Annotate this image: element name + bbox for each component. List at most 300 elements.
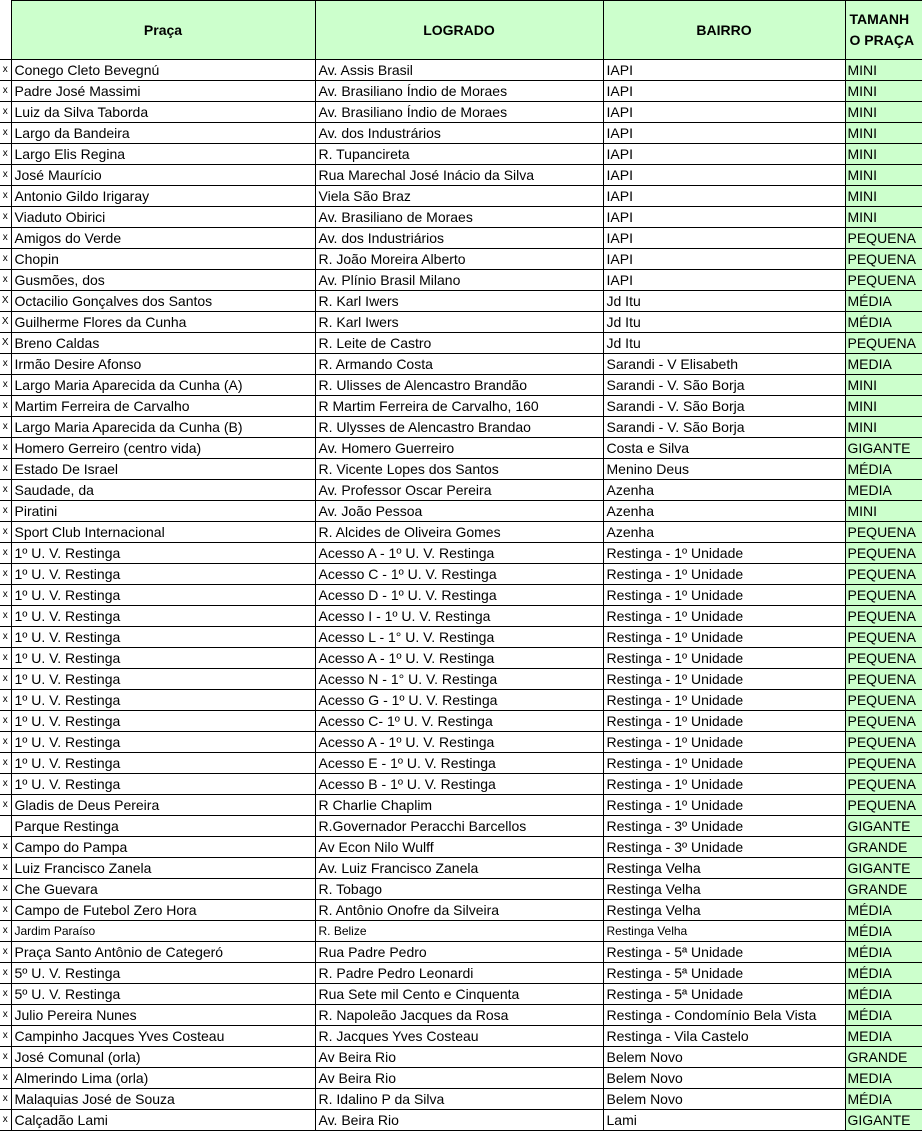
tamanho-cell: PEQUENA xyxy=(845,669,922,690)
praca-cell: 5º U. V. Restinga xyxy=(11,963,315,984)
table-row xyxy=(0,522,922,543)
tamanho-cell: MINI xyxy=(845,165,922,186)
logrado-cell: Av. Luiz Francisco Zanela xyxy=(315,858,603,879)
row-mark: x xyxy=(0,1005,11,1026)
praca-cell: 1º U. V. Restinga xyxy=(11,732,315,753)
logrado-cell: Acesso G - 1º U. V. Restinga xyxy=(315,690,603,711)
praca-cell: 1º U. V. Restinga xyxy=(11,627,315,648)
bairro-cell: Lami xyxy=(603,1110,845,1131)
row-mark: x xyxy=(0,921,11,942)
table-row xyxy=(0,291,922,312)
row-mark: X xyxy=(0,312,11,333)
praca-cell: Almerindo Lima (orla) xyxy=(11,1068,315,1089)
row-mark: x xyxy=(0,564,11,585)
row-mark: x xyxy=(0,354,11,375)
row-mark: x xyxy=(0,522,11,543)
praca-cell: 1º U. V. Restinga xyxy=(11,690,315,711)
tamanho-header-line2: O PRAÇA xyxy=(849,32,915,48)
bairro-cell: Belem Novo xyxy=(603,1047,845,1068)
praca-cell: Campo do Pampa xyxy=(11,837,315,858)
tamanho-cell: MINI xyxy=(845,60,922,81)
praca-cell: Luiz da Silva Taborda xyxy=(11,102,315,123)
tamanho-cell: GRANDE xyxy=(845,837,922,858)
praca-cell: Viaduto Obirici xyxy=(11,207,315,228)
table-row xyxy=(0,921,922,942)
table-row xyxy=(0,396,922,417)
table-row xyxy=(0,228,922,249)
table-row xyxy=(0,1005,922,1026)
row-mark: X xyxy=(0,333,11,354)
praca-cell: Saudade, da xyxy=(11,480,315,501)
row-mark: x xyxy=(0,60,11,81)
row-mark: x xyxy=(0,123,11,144)
row-mark: x xyxy=(0,627,11,648)
row-mark: x xyxy=(0,501,11,522)
praca-cell: 1º U. V. Restinga xyxy=(11,564,315,585)
tamanho-cell: PEQUENA xyxy=(845,228,922,249)
praca-cell: Martim Ferreira de Carvalho xyxy=(11,396,315,417)
tamanho-cell: MÉDIA xyxy=(845,942,922,963)
bairro-cell: Restinga - 1º Unidade xyxy=(603,585,845,606)
bairro-cell: IAPI xyxy=(603,207,845,228)
row-mark: x xyxy=(0,858,11,879)
logrado-cell: R Charlie Chaplim xyxy=(315,795,603,816)
tamanho-cell: PEQUENA xyxy=(845,753,922,774)
tamanho-cell: PEQUENA xyxy=(845,606,922,627)
praca-cell: Estado De Israel xyxy=(11,459,315,480)
praca-cell: Irmão Desire Afonso xyxy=(11,354,315,375)
bairro-cell: Sarandi - V. São Borja xyxy=(603,417,845,438)
logrado-cell: Av. Homero Guerreiro xyxy=(315,438,603,459)
praca-cell: José Maurício xyxy=(11,165,315,186)
bairro-cell: IAPI xyxy=(603,270,845,291)
bairro-cell: Jd Itu xyxy=(603,312,845,333)
logrado-column-header: LOGRADO xyxy=(315,1,603,60)
logrado-cell: Av. Plínio Brasil Milano xyxy=(315,270,603,291)
tamanho-cell: PEQUENA xyxy=(845,249,922,270)
praca-cell: Largo Maria Aparecida da Cunha (B) xyxy=(11,417,315,438)
bairro-cell: Restinga - 3º Unidade xyxy=(603,816,845,837)
bairro-cell: IAPI xyxy=(603,186,845,207)
table-row xyxy=(0,102,922,123)
row-mark: x xyxy=(0,270,11,291)
table-row xyxy=(0,879,922,900)
logrado-cell: R. Karl Iwers xyxy=(315,312,603,333)
praca-cell: 1º U. V. Restinga xyxy=(11,774,315,795)
table-row xyxy=(0,648,922,669)
bairro-cell: IAPI xyxy=(603,81,845,102)
table-row xyxy=(0,963,922,984)
praca-cell: Largo Elis Regina xyxy=(11,144,315,165)
bairro-cell: Azenha xyxy=(603,501,845,522)
tamanho-cell: GIGANTE xyxy=(845,1110,922,1131)
row-mark: x xyxy=(0,165,11,186)
row-mark: x xyxy=(0,753,11,774)
tamanho-cell: PEQUENA xyxy=(845,270,922,291)
praca-cell: Guilherme Flores da Cunha xyxy=(11,312,315,333)
logrado-cell: R. Vicente Lopes dos Santos xyxy=(315,459,603,480)
row-mark: x xyxy=(0,942,11,963)
praca-cell: José Comunal (orla) xyxy=(11,1047,315,1068)
table-row xyxy=(0,1026,922,1047)
logrado-cell: R.Governador Peracchi Barcellos xyxy=(315,816,603,837)
tamanho-cell: MINI xyxy=(845,123,922,144)
bairro-cell: Restinga Velha xyxy=(603,900,845,921)
praca-column-header: Praça xyxy=(11,1,315,60)
praca-cell: 1º U. V. Restinga xyxy=(11,606,315,627)
praca-cell: 1º U. V. Restinga xyxy=(11,669,315,690)
table-row xyxy=(0,60,922,81)
table-row xyxy=(0,774,922,795)
logrado-cell: Acesso I - 1º U. V. Restinga xyxy=(315,606,603,627)
logrado-cell: Acesso A - 1º U. V. Restinga xyxy=(315,648,603,669)
tamanho-cell: PEQUENA xyxy=(845,648,922,669)
row-mark: x xyxy=(0,690,11,711)
logrado-cell: Acesso C - 1º U. V. Restinga xyxy=(315,564,603,585)
table-row xyxy=(0,1110,922,1131)
tamanho-cell: GIGANTE xyxy=(845,438,922,459)
logrado-cell: Acesso E - 1º U. V. Restinga xyxy=(315,753,603,774)
praca-cell: Parque Restinga xyxy=(11,816,315,837)
tamanho-cell: MINI xyxy=(845,207,922,228)
praca-cell: Amigos do Verde xyxy=(11,228,315,249)
row-mark: x xyxy=(0,606,11,627)
praca-cell: Conego Cleto Bevegnú xyxy=(11,60,315,81)
row-mark: x xyxy=(0,228,11,249)
table-row xyxy=(0,1047,922,1068)
row-mark: x xyxy=(0,837,11,858)
tamanho-cell: PEQUENA xyxy=(845,711,922,732)
logrado-cell: R. Tobago xyxy=(315,879,603,900)
tamanho-cell: MINI xyxy=(845,81,922,102)
header-row xyxy=(0,1,922,60)
table-row xyxy=(0,543,922,564)
tamanho-cell: PEQUENA xyxy=(845,795,922,816)
praca-cell: Calçadão Lami xyxy=(11,1110,315,1131)
praca-cell: 1º U. V. Restinga xyxy=(11,585,315,606)
tamanho-cell: GIGANTE xyxy=(845,858,922,879)
row-mark: x xyxy=(0,879,11,900)
row-mark: x xyxy=(0,795,11,816)
table-row xyxy=(0,1089,922,1110)
tamanho-cell: PEQUENA xyxy=(845,732,922,753)
logrado-cell: R. Tupancireta xyxy=(315,144,603,165)
row-mark: x xyxy=(0,543,11,564)
praca-cell: Luiz Francisco Zanela xyxy=(11,858,315,879)
praca-cell: Padre José Massimi xyxy=(11,81,315,102)
row-mark: x xyxy=(0,774,11,795)
bairro-cell: Restinga - 5ª Unidade xyxy=(603,963,845,984)
logrado-cell: Acesso L - 1° U. V. Restinga xyxy=(315,627,603,648)
logrado-cell: Av. Assis Brasil xyxy=(315,60,603,81)
bairro-cell: Menino Deus xyxy=(603,459,845,480)
row-mark: x xyxy=(0,144,11,165)
bairro-cell: Restinga Velha xyxy=(603,879,845,900)
logrado-cell: R. Alcides de Oliveira Gomes xyxy=(315,522,603,543)
logrado-cell: R. Karl Iwers xyxy=(315,291,603,312)
bairro-cell: Restinga Velha xyxy=(603,858,845,879)
tamanho-cell: MEDIA xyxy=(845,354,922,375)
logrado-cell: Av. João Pessoa xyxy=(315,501,603,522)
logrado-cell: Av. Beira Rio xyxy=(315,1110,603,1131)
bairro-cell: Sarandi - V Elisabeth xyxy=(603,354,845,375)
tamanho-cell: MÉDIA xyxy=(845,900,922,921)
table-row xyxy=(0,81,922,102)
row-mark: x xyxy=(0,963,11,984)
tamanho-cell: GRANDE xyxy=(845,1047,922,1068)
logrado-cell: Acesso A - 1º U. V. Restinga xyxy=(315,543,603,564)
bairro-cell: Restinga - 1º Unidade xyxy=(603,543,845,564)
logrado-cell: R. Idalino P da Silva xyxy=(315,1089,603,1110)
tamanho-cell: PEQUENA xyxy=(845,564,922,585)
logrado-cell: Av. dos Industriários xyxy=(315,228,603,249)
row-mark: x xyxy=(0,1089,11,1110)
bairro-cell: Restinga - 1º Unidade xyxy=(603,669,845,690)
bairro-cell: Restinga - Condomínio Bela Vista xyxy=(603,1005,845,1026)
bairro-cell: IAPI xyxy=(603,60,845,81)
table-row xyxy=(0,795,922,816)
table-row xyxy=(0,900,922,921)
tamanho-cell: MÉDIA xyxy=(845,1005,922,1026)
logrado-cell: Acesso D - 1º U. V. Restinga xyxy=(315,585,603,606)
bairro-cell: Azenha xyxy=(603,522,845,543)
row-mark: x xyxy=(0,1047,11,1068)
table-row xyxy=(0,942,922,963)
row-mark: x xyxy=(0,249,11,270)
tamanho-cell: PEQUENA xyxy=(845,333,922,354)
table-row xyxy=(0,375,922,396)
row-mark: x xyxy=(0,459,11,480)
table-row xyxy=(0,606,922,627)
praca-cell: Gladis de Deus Pereira xyxy=(11,795,315,816)
praca-cell: Octacilio Gonçalves dos Santos xyxy=(11,291,315,312)
praca-cell: Malaquias José de Souza xyxy=(11,1089,315,1110)
praca-cell: Gusmões, dos xyxy=(11,270,315,291)
logrado-cell: R. Napoleão Jacques da Rosa xyxy=(315,1005,603,1026)
logrado-cell: R Martim Ferreira de Carvalho, 160 xyxy=(315,396,603,417)
table-row xyxy=(0,564,922,585)
bairro-cell: Restinga Velha xyxy=(603,921,845,942)
praca-cell: 1º U. V. Restinga xyxy=(11,543,315,564)
praca-cell: Che Guevara xyxy=(11,879,315,900)
tamanho-cell: PEQUENA xyxy=(845,627,922,648)
logrado-cell: Acesso N - 1° U. V. Restinga xyxy=(315,669,603,690)
logrado-cell: R. Belize xyxy=(315,921,603,942)
bairro-cell: Restinga - 1º Unidade xyxy=(603,606,845,627)
praca-cell: Jardim Paraíso xyxy=(11,921,315,942)
tamanho-cell: MÉDIA xyxy=(845,984,922,1005)
tamanho-cell: MÉDIA xyxy=(845,921,922,942)
logrado-cell: Av. Professor Oscar Pereira xyxy=(315,480,603,501)
row-mark xyxy=(0,816,11,837)
logrado-cell: R. Ulysses de Alencastro Brandao xyxy=(315,417,603,438)
bairro-cell: Restinga - 1º Unidade xyxy=(603,690,845,711)
bairro-cell: IAPI xyxy=(603,144,845,165)
logrado-cell: Av. Brasiliano Índio de Moraes xyxy=(315,81,603,102)
praca-cell: 1º U. V. Restinga xyxy=(11,711,315,732)
tamanho-cell: GIGANTE xyxy=(845,816,922,837)
logrado-cell: Av Beira Rio xyxy=(315,1068,603,1089)
table-row xyxy=(0,249,922,270)
bairro-cell: Jd Itu xyxy=(603,291,845,312)
table-row xyxy=(0,123,922,144)
tamanho-cell: MÉDIA xyxy=(845,963,922,984)
row-mark: x xyxy=(0,648,11,669)
tamanho-cell: MÉDIA xyxy=(845,459,922,480)
row-mark: x xyxy=(0,1110,11,1131)
table-row xyxy=(0,732,922,753)
praca-cell: 1º U. V. Restinga xyxy=(11,753,315,774)
bairro-cell: IAPI xyxy=(603,249,845,270)
table-row xyxy=(0,1068,922,1089)
tamanho-cell: GRANDE xyxy=(845,879,922,900)
tamanho-cell: PEQUENA xyxy=(845,690,922,711)
praca-cell: Chopin xyxy=(11,249,315,270)
bairro-cell: IAPI xyxy=(603,102,845,123)
table-row xyxy=(0,837,922,858)
logrado-cell: Av Beira Rio xyxy=(315,1047,603,1068)
table-row xyxy=(0,501,922,522)
tamanho-cell: PEQUENA xyxy=(845,522,922,543)
tamanho-cell: MINI xyxy=(845,396,922,417)
table-row xyxy=(0,753,922,774)
table-row xyxy=(0,354,922,375)
table-row xyxy=(0,627,922,648)
logrado-cell: Av. Brasiliano de Moraes xyxy=(315,207,603,228)
praca-cell: Piratini xyxy=(11,501,315,522)
table-row xyxy=(0,438,922,459)
logrado-cell: Av. Brasiliano Índio de Moraes xyxy=(315,102,603,123)
tamanho-cell: MÉDIA xyxy=(845,291,922,312)
row-mark: X xyxy=(0,291,11,312)
logrado-cell: Rua Sete mil Cento e Cinquenta xyxy=(315,984,603,1005)
table-row xyxy=(0,144,922,165)
row-mark: x xyxy=(0,81,11,102)
praca-cell: Julio Pereira Nunes xyxy=(11,1005,315,1026)
praca-cell: 1º U. V. Restinga xyxy=(11,648,315,669)
praca-cell: Praça Santo Antônio de Categeró xyxy=(11,942,315,963)
row-mark: x xyxy=(0,1068,11,1089)
bairro-cell: Belem Novo xyxy=(603,1068,845,1089)
tamanho-cell: MEDIA xyxy=(845,480,922,501)
logrado-cell: Acesso C- 1º U. V. Restinga xyxy=(315,711,603,732)
bairro-cell: Restinga - 1º Unidade xyxy=(603,753,845,774)
tamanho-cell: MINI xyxy=(845,375,922,396)
logrado-cell: Av. dos Industrários xyxy=(315,123,603,144)
bairro-cell: Azenha xyxy=(603,480,845,501)
logrado-cell: R. Jacques Yves Costeau xyxy=(315,1026,603,1047)
table-row xyxy=(0,312,922,333)
bairro-cell: Restinga - 5ª Unidade xyxy=(603,942,845,963)
bairro-cell: Restinga - 1º Unidade xyxy=(603,795,845,816)
table-row xyxy=(0,333,922,354)
row-mark: x xyxy=(0,417,11,438)
row-mark: x xyxy=(0,711,11,732)
mark-column-header xyxy=(0,1,11,60)
row-mark: x xyxy=(0,186,11,207)
logrado-cell: Acesso A - 1º U. V. Restinga xyxy=(315,732,603,753)
logrado-cell: R. Ulisses de Alencastro Brandão xyxy=(315,375,603,396)
table-row xyxy=(0,690,922,711)
praca-cell: Largo da Bandeira xyxy=(11,123,315,144)
bairro-cell: Costa e Silva xyxy=(603,438,845,459)
tamanho-cell: PEQUENA xyxy=(845,585,922,606)
logrado-cell: R. Leite de Castro xyxy=(315,333,603,354)
tamanho-cell: MINI xyxy=(845,501,922,522)
bairro-cell: IAPI xyxy=(603,123,845,144)
table-row xyxy=(0,585,922,606)
tamanho-cell: MINI xyxy=(845,144,922,165)
praca-cell: Sport Club Internacional xyxy=(11,522,315,543)
bairro-cell: Restinga - 1º Unidade xyxy=(603,774,845,795)
row-mark: x xyxy=(0,669,11,690)
praca-cell: Campinho Jacques Yves Costeau xyxy=(11,1026,315,1047)
bairro-cell: IAPI xyxy=(603,165,845,186)
table-row xyxy=(0,816,922,837)
tamanho-cell: PEQUENA xyxy=(845,543,922,564)
bairro-cell: Restinga - 1º Unidade xyxy=(603,648,845,669)
bairro-cell: Restinga - Vila Castelo xyxy=(603,1026,845,1047)
row-mark: x xyxy=(0,207,11,228)
tamanho-cell: MEDIA xyxy=(845,1026,922,1047)
bairro-cell: Sarandi - V. São Borja xyxy=(603,375,845,396)
logrado-cell: R. Padre Pedro Leonardi xyxy=(315,963,603,984)
logrado-cell: R. Armando Costa xyxy=(315,354,603,375)
praca-cell: 5º U. V. Restinga xyxy=(11,984,315,1005)
tamanho-cell: MÉDIA xyxy=(845,1089,922,1110)
praca-cell: Breno Caldas xyxy=(11,333,315,354)
logrado-cell: R. Antônio Onofre da Silveira xyxy=(315,900,603,921)
row-mark: x xyxy=(0,900,11,921)
bairro-cell: Restinga - 3º Unidade xyxy=(603,837,845,858)
logrado-cell: Rua Marechal José Inácio da Silva xyxy=(315,165,603,186)
logrado-cell: Viela São Braz xyxy=(315,186,603,207)
tamanho-cell: MINI xyxy=(845,186,922,207)
row-mark: x xyxy=(0,732,11,753)
praca-cell: Antonio Gildo Irigaray xyxy=(11,186,315,207)
row-mark: x xyxy=(0,375,11,396)
tamanho-cell: MINI xyxy=(845,417,922,438)
bairro-cell: Sarandi - V. São Borja xyxy=(603,396,845,417)
table-row xyxy=(0,207,922,228)
row-mark: x xyxy=(0,396,11,417)
table-row xyxy=(0,858,922,879)
table-row xyxy=(0,417,922,438)
bairro-cell: Restinga - 1º Unidade xyxy=(603,627,845,648)
bairro-cell: Restinga - 1º Unidade xyxy=(603,711,845,732)
table-row xyxy=(0,270,922,291)
table-row xyxy=(0,711,922,732)
logrado-cell: Rua Padre Pedro xyxy=(315,942,603,963)
table-row xyxy=(0,669,922,690)
bairro-cell: Restinga - 1º Unidade xyxy=(603,564,845,585)
praca-cell: Campo de Futebol Zero Hora xyxy=(11,900,315,921)
table-row xyxy=(0,984,922,1005)
praca-cell: Homero Gerreiro (centro vida) xyxy=(11,438,315,459)
tamanho-header-line1: TAMANH xyxy=(849,11,910,27)
logrado-cell: Acesso B - 1º U. V. Restinga xyxy=(315,774,603,795)
table-row xyxy=(0,459,922,480)
bairro-column-header: BAIRRO xyxy=(603,1,845,60)
tamanho-cell: MÉDIA xyxy=(845,312,922,333)
logrado-cell: Av Econ Nilo Wulff xyxy=(315,837,603,858)
row-mark: x xyxy=(0,102,11,123)
row-mark: x xyxy=(0,1026,11,1047)
tamanho-cell: MEDIA xyxy=(845,1068,922,1089)
row-mark: x xyxy=(0,438,11,459)
row-mark: x xyxy=(0,585,11,606)
table-row xyxy=(0,186,922,207)
